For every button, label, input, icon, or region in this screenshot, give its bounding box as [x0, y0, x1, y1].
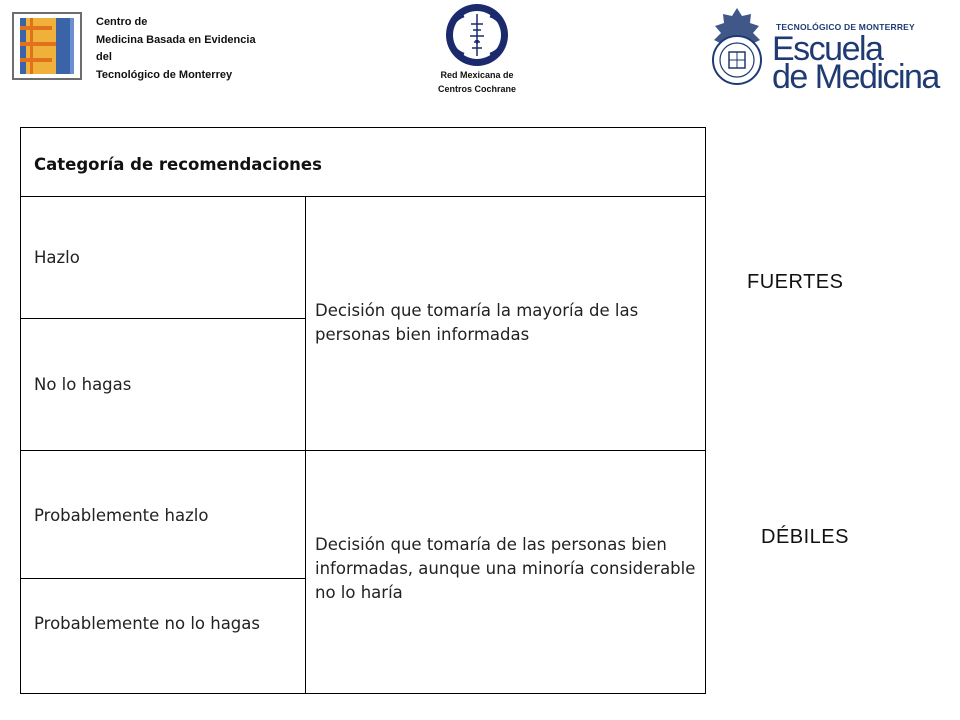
weak-recommendation-description: Decisión que tomaría de las personas bien informadas, aunque una minoría considerable no lo haría [315, 535, 696, 602]
cmbe-line-2: Medicina Basada en Evidencia [96, 33, 256, 46]
table-divider-header [21, 196, 705, 197]
cmbe-line-3: del [96, 51, 112, 63]
strong-label: FUERTES [747, 271, 844, 293]
cochrane-logo [424, 2, 530, 98]
cmbe-logo [12, 12, 262, 84]
table-row-label-no-lo-hagas: No lo hagas [34, 375, 132, 394]
cmbe-logo-mark-icon [12, 12, 82, 80]
cmbe-line-1: Centro de [96, 16, 148, 28]
strong-recommendation-description: Decisión que tomaría la mayoría de las personas bien informadas [315, 301, 639, 344]
table-divider-column [305, 196, 306, 693]
cochrane-logo-icon [442, 2, 512, 68]
recommendations-table [20, 127, 706, 694]
cmbe-logo-text [96, 14, 256, 84]
table-row-label-probablemente-no-lo-hagas: Probablemente no lo hagas [34, 614, 260, 633]
tec-logo-small-text: TECNOLÓGICO DE MONTERREY [776, 22, 915, 32]
table-header: Categoría de recomendaciones [34, 155, 322, 174]
cochrane-line-2: Centros Cochrane [437, 84, 517, 94]
tec-logo-line-2: de Medicina [772, 58, 939, 96]
table-row-label-probablemente-hazlo: Probablemente hazlo [34, 506, 209, 525]
tec-escuela-medicina-logo [700, 4, 950, 96]
tec-logo-line-1: Escuela [772, 30, 883, 68]
cochrane-logo-text [424, 68, 530, 96]
tec-seal-icon [706, 6, 768, 88]
table-divider-group [21, 450, 705, 451]
cochrane-line-1: Red Mexicana de [440, 70, 514, 80]
cmbe-line-4: Tecnológico de Monterrey [96, 68, 233, 81]
table-row-label-hazlo: Hazlo [34, 248, 80, 267]
table-divider-row-1 [21, 318, 305, 319]
weak-label: DÉBILES [761, 526, 849, 548]
table-divider-row-3 [21, 578, 305, 579]
